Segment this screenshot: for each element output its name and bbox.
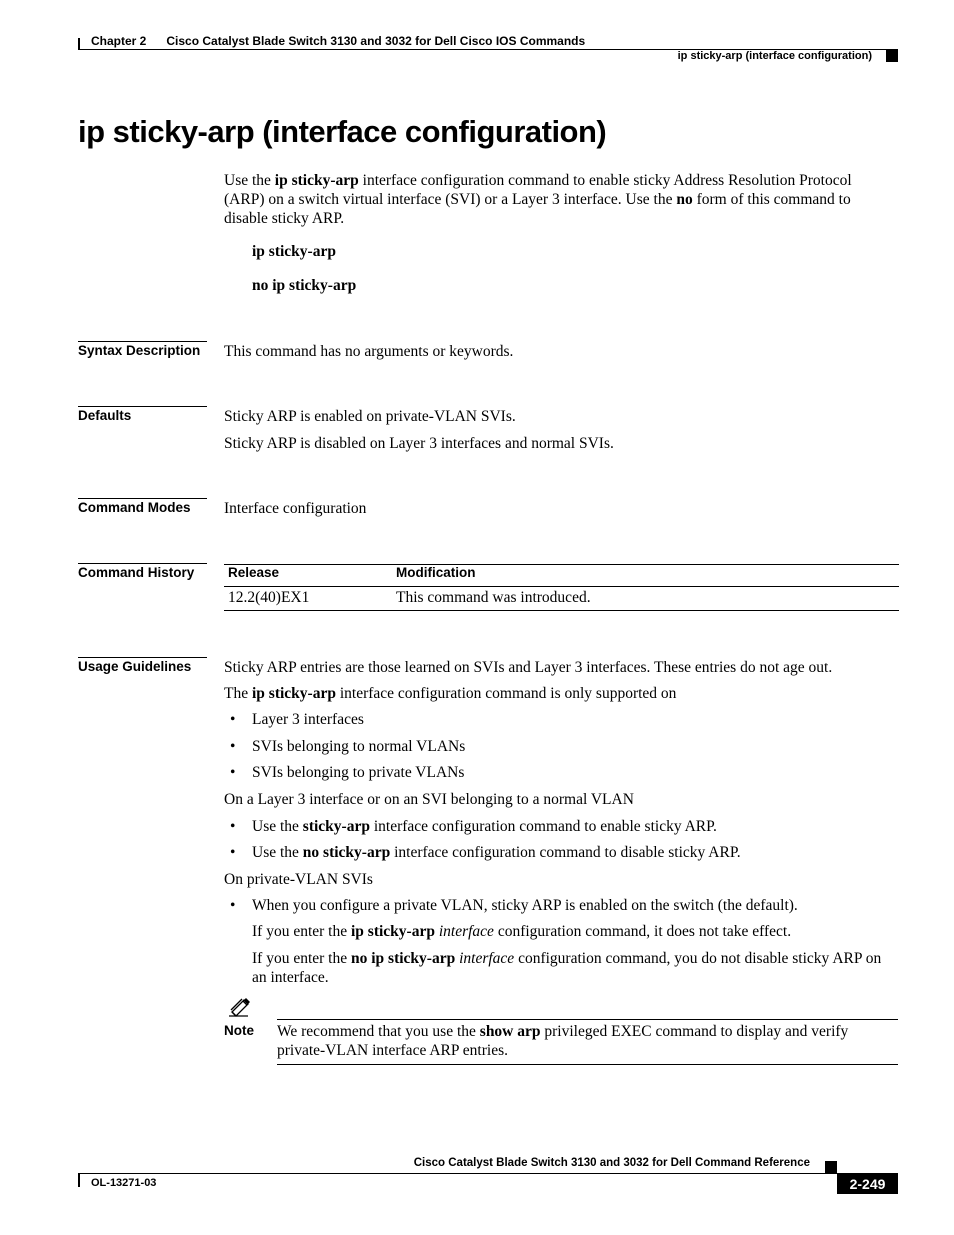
footer-page-number: 2-249: [837, 1174, 898, 1194]
note-label: Note: [224, 1023, 254, 1038]
usage-bullet-enable: Use the sticky-arp interface configuration command to enable sticky ARP.: [252, 818, 717, 835]
history-table-header-rule: [224, 586, 899, 587]
section-label-defaults: Defaults: [78, 408, 132, 423]
usage-bullet-svi-private: SVIs belonging to private VLANs: [252, 764, 465, 781]
usage-subparagraph-1: If you enter the ip sticky-arp interface configuration command, it does not take effect.: [252, 923, 792, 940]
usage-paragraph-4: On private-VLAN SVIs: [224, 871, 373, 888]
bullet-dot: •: [230, 844, 236, 861]
bullet-dot: •: [230, 711, 236, 728]
section-rule-defaults: [78, 406, 207, 407]
header-marker-block: [886, 50, 898, 62]
history-table-bottom-rule: [224, 610, 899, 611]
footer-book-title: Cisco Catalyst Blade Switch 3130 and 3032 for Dell Command Reference: [413, 1157, 810, 1169]
section-rule-command-history: [78, 563, 207, 564]
usage-paragraph-3: On a Layer 3 interface or on an SVI belonging to a normal VLAN: [224, 791, 634, 808]
footer-marker-block: [825, 1161, 837, 1173]
syntax-description-text: This command has no arguments or keywords.: [224, 343, 514, 360]
section-label-command-history: Command History: [78, 565, 195, 580]
note-top-rule: [277, 1019, 898, 1020]
footer-rule: [78, 1173, 898, 1174]
syntax-line-enable: ip sticky-arp: [252, 243, 336, 260]
page-title: ip sticky-arp (interface configuration): [78, 114, 607, 149]
history-table-top-rule: [224, 564, 899, 565]
section-label-syntax-description: Syntax Description: [78, 343, 201, 358]
usage-bullet-svi-normal: SVIs belonging to normal VLANs: [252, 738, 466, 755]
note-bottom-rule: [277, 1064, 898, 1065]
history-table-header-modification: Modification: [396, 565, 476, 580]
intro-paragraph: Use the ip sticky-arp interface configuration command to enable sticky Address Resolution Protocol (ARP) on a switch virtual interface (SVI) or a Layer 3 interface. Use the no form of this command to disable sticky ARP.: [224, 172, 852, 227]
section-label-command-modes: Command Modes: [78, 500, 191, 515]
section-label-usage-guidelines: Usage Guidelines: [78, 659, 192, 674]
usage-paragraph-2: The ip sticky-arp interface configuration command is only supported on: [224, 685, 677, 702]
bullet-dot: •: [230, 818, 236, 835]
note-text: We recommend that you use the show arp privileged EXEC command to display and verify private-VLAN interface ARP entries.: [277, 1023, 849, 1059]
bullet-dot: •: [230, 738, 236, 755]
usage-subparagraph-2: If you enter the no ip sticky-arp interface configuration command, you do not disable sticky ARP on an interface.: [252, 950, 882, 986]
usage-bullet-private-vlan: When you configure a private VLAN, sticky ARP is enabled on the switch (the default).: [252, 897, 798, 914]
usage-bullet-disable: Use the no sticky-arp interface configuration command to disable sticky ARP.: [252, 844, 741, 861]
usage-paragraph-1: Sticky ARP entries are those learned on SVIs and Layer 3 interfaces. These entries do not age out.: [224, 659, 833, 676]
section-rule-syntax: [78, 341, 207, 342]
command-modes-text: Interface configuration: [224, 500, 367, 517]
usage-bullet-layer3: Layer 3 interfaces: [252, 711, 364, 728]
syntax-line-disable: no ip sticky-arp: [252, 277, 357, 294]
bullet-dot: •: [230, 897, 236, 914]
defaults-line-2: Sticky ARP is disabled on Layer 3 interfaces and normal SVIs.: [224, 435, 614, 452]
section-rule-command-modes: [78, 498, 207, 499]
header-chapter: Chapter 2 Cisco Catalyst Blade Switch 3130 and 3032 for Dell Cisco IOS Commands: [91, 34, 586, 48]
history-table-header-release: Release: [228, 565, 280, 580]
section-rule-usage-guidelines: [78, 657, 207, 658]
pencil-note-icon: [226, 996, 254, 1020]
footer-rule-left: [78, 1173, 80, 1187]
defaults-line-1: Sticky ARP is enabled on private-VLAN SVIs.: [224, 408, 516, 425]
history-table-cell-release: 12.2(40)EX1: [228, 589, 310, 606]
history-table-cell-modification: This command was introduced.: [396, 589, 591, 606]
footer-doc-number: OL-13271-03: [91, 1177, 157, 1189]
header-section-title: ip sticky-arp (interface configuration): [677, 50, 872, 62]
bullet-dot: •: [230, 764, 236, 781]
